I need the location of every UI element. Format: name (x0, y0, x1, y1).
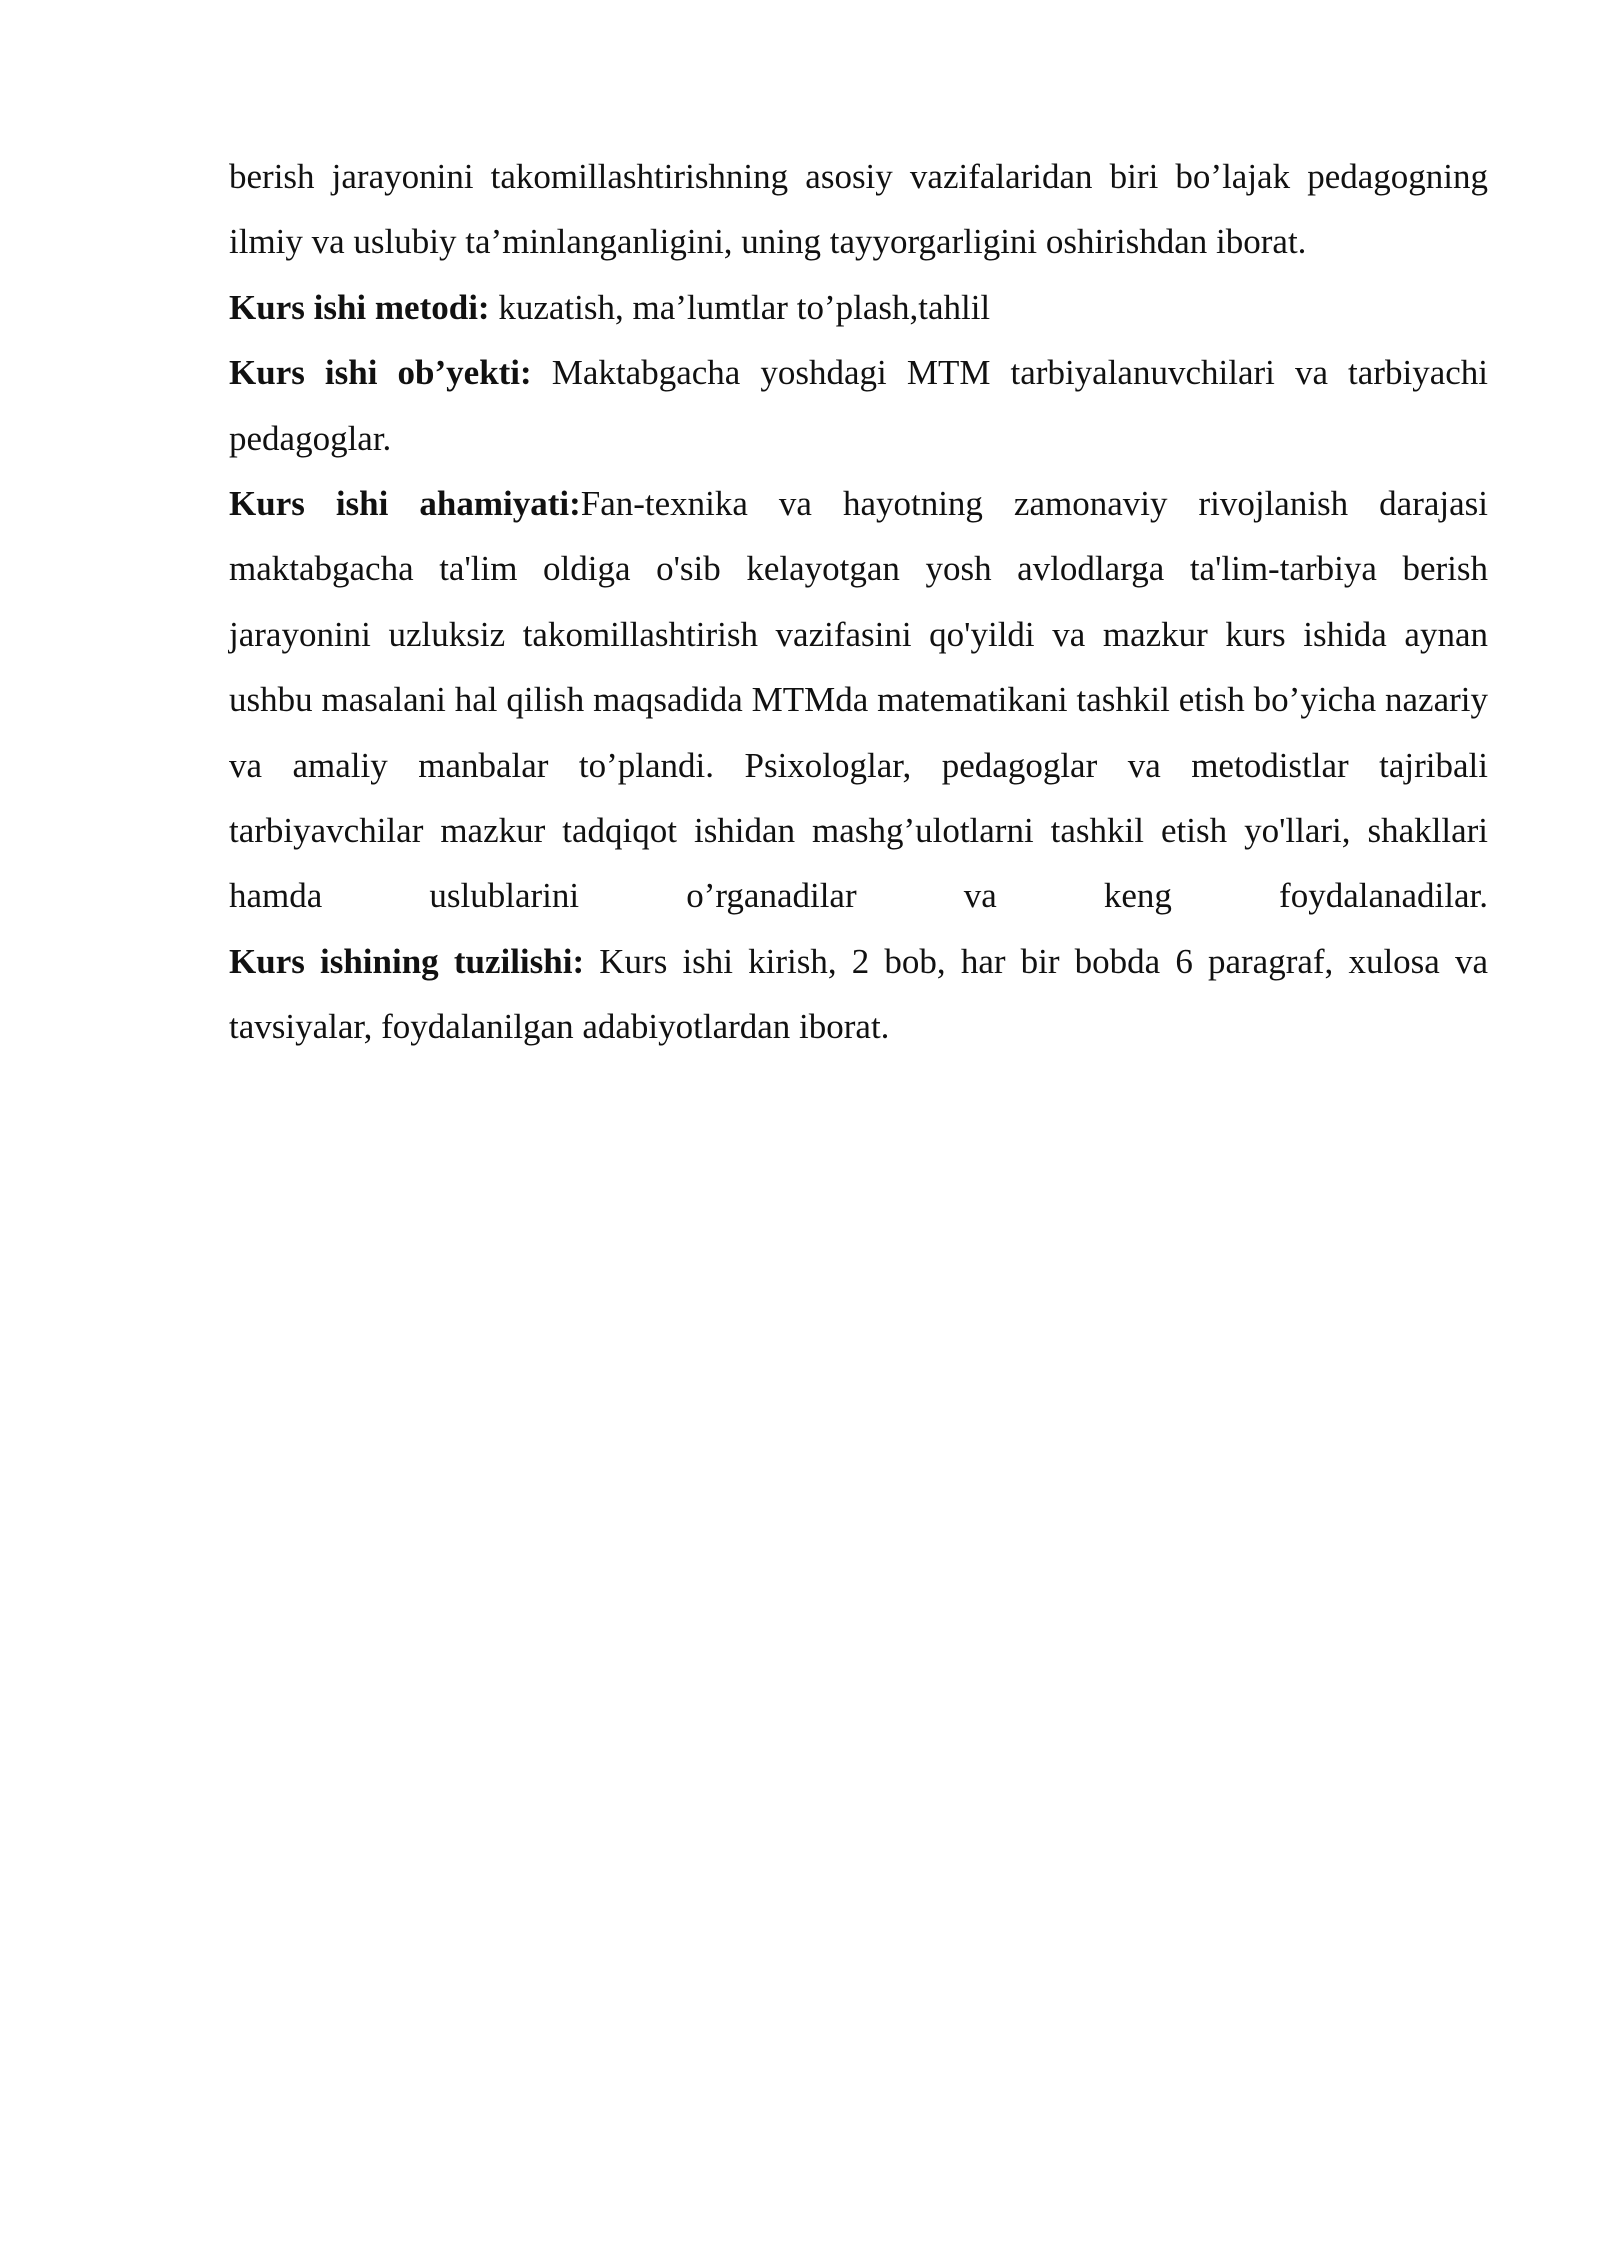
object-label: Kurs ishi ob’yekti: (229, 353, 532, 393)
paragraph-object (229, 340, 1488, 471)
paragraph-structure (229, 929, 1488, 1060)
paragraph-intro (229, 144, 1488, 275)
importance-label: Kurs ishi ahamiyati: (229, 484, 581, 524)
structure-label: Kurs ishining tuzilishi: (229, 941, 585, 981)
object-text: Maktabgacha yoshdagi MTM tarbiyalanuvchilari va tarbiyachi pedagoglar. (229, 353, 1488, 458)
method-label: Kurs ishi metodi: (229, 287, 490, 327)
method-text: kuzatish, ma’lumtlar to’plash,tahlil (489, 287, 991, 327)
paragraph-method (229, 275, 1488, 340)
structure-text: Kurs ishi kirish, 2 bob, har bir bobda 6 paragraf, xulosa va tavsiyalar, foydalanilgan adabiyotlardan iborat. (229, 941, 1489, 1047)
importance-text: Fan-texnika va hayotning zamonaviy rivojlanish darajasi maktabgacha ta'lim oldiga o'sib kelayotgan yosh avlodlarga ta'lim-tarbiya berish jarayonini uzluksiz takomillashtirish vazifasini qo'yildi va mazkur kurs ishida aynan ushbu masalani hal qilish maqsadida MTMda matematikani tashkil etish bo’yicha nazariy va amaliy manbalar to’plandi. Psixologlar, pedagoglar va metodistlar tajribali tarbiyavchilar mazkur tadqiqot ishidan mashg’ulotlarni tashkil etish yo'llari, shakllari hamda uslublarini o’rganadilar va keng foydalanadilar. (229, 484, 1488, 916)
paragraph-importance (229, 471, 1488, 929)
document-body (229, 144, 1488, 1060)
paragraph-intro-text: berish jarayonini takomillashtirishning asosiy vazifalaridan biri bo’lajak pedagogning ilmiy va uslubiy ta’minlanganligini, uning tayyorgarligini oshirishdan iborat. (229, 157, 1488, 262)
